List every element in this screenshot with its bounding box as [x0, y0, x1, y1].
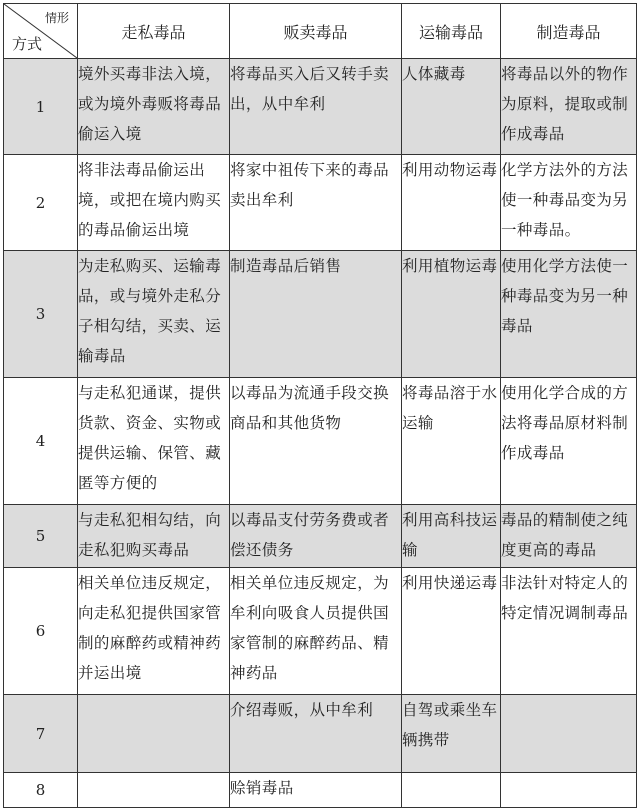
cell-smuggling: 境外买毒非法入境，或为境外毒贩将毒品偷运入境	[78, 59, 230, 155]
cell-manufacture	[501, 773, 637, 808]
row-number: 6	[4, 568, 78, 695]
cell-manufacture	[501, 695, 637, 773]
cell-smuggling: 为走私购买、运输毒品，或与境外走私分子相勾结，买卖、运输毒品	[78, 251, 230, 378]
table-row	[4, 773, 637, 808]
row-number: 1	[4, 59, 78, 155]
column-header-smuggling: 走私毒品	[78, 4, 230, 59]
cell-transport: 自驾或乘坐车辆携带	[402, 695, 501, 773]
column-header-transport: 运输毒品	[402, 4, 501, 59]
row-number: 5	[4, 505, 78, 568]
cell-transport: 将毒品溶于水运输	[402, 378, 501, 505]
cell-trafficking: 制造毒品后销售	[230, 251, 402, 378]
cell-trafficking: 介绍毒贩，从中牟利	[230, 695, 402, 773]
cell-transport: 利用动物运毒	[402, 155, 501, 251]
cell-transport	[402, 773, 501, 808]
cell-manufacture: 使用化学合成的方法将毒品原材料制作成毒品	[501, 378, 637, 505]
cell-transport: 利用快递运毒	[402, 568, 501, 695]
cell-manufacture: 使用化学方法使一种毒品变为另一种毒品	[501, 251, 637, 378]
cell-manufacture: 将毒品以外的物作为原料，提取或制作成毒品	[501, 59, 637, 155]
table-row	[4, 505, 637, 568]
cell-transport: 利用植物运毒	[402, 251, 501, 378]
table-row	[4, 568, 637, 695]
row-number: 7	[4, 695, 78, 773]
cell-manufacture: 化学方法外的方法使一种毒品变为另一种毒品。	[501, 155, 637, 251]
table-row	[4, 59, 637, 155]
row-number: 4	[4, 378, 78, 505]
row-number: 8	[4, 773, 78, 808]
cell-trafficking: 以毒品为流通手段交换商品和其他货物	[230, 378, 402, 505]
cell-manufacture: 毒品的精制使之纯度更高的毒品	[501, 505, 637, 568]
cell-trafficking: 以毒品支付劳务费或者偿还债务	[230, 505, 402, 568]
table-row	[4, 378, 637, 505]
table-row	[4, 251, 637, 378]
cell-transport: 利用高科技运输	[402, 505, 501, 568]
column-header-trafficking: 贩卖毒品	[230, 4, 402, 59]
cell-smuggling: 相关单位违反规定，向走私犯提供国家管制的麻醉药或精神药并运出境	[78, 568, 230, 695]
row-number: 2	[4, 155, 78, 251]
cell-trafficking: 将毒品买入后又转手卖出，从中牟利	[230, 59, 402, 155]
corner-label-situation: 情形	[44, 11, 69, 25]
header-row	[4, 4, 637, 59]
cell-trafficking: 将家中祖传下来的毒品卖出牟利	[230, 155, 402, 251]
drug-crime-table	[3, 3, 637, 808]
cell-transport: 人体藏毒	[402, 59, 501, 155]
cell-smuggling: 将非法毒品偷运出境，或把在境内购买的毒品偷运出境	[78, 155, 230, 251]
corner-label-method: 方式	[12, 35, 43, 53]
table-row	[4, 695, 637, 773]
cell-smuggling: 与走私犯相勾结，向走私犯购买毒品	[78, 505, 230, 568]
cell-smuggling	[78, 695, 230, 773]
table-row	[4, 155, 637, 251]
cell-smuggling: 与走私犯通谋，提供货款、资金、实物或提供运输、保管、藏匿等方便的	[78, 378, 230, 505]
corner-header-cell	[4, 4, 78, 59]
column-header-manufacture: 制造毒品	[501, 4, 637, 59]
cell-trafficking: 相关单位违反规定，为牟利向吸食人员提供国家管制的麻醉药品、精神药品	[230, 568, 402, 695]
cell-manufacture: 非法针对特定人的特定情况调制毒品	[501, 568, 637, 695]
cell-trafficking: 赊销毒品	[230, 773, 402, 808]
row-number: 3	[4, 251, 78, 378]
cell-smuggling	[78, 773, 230, 808]
